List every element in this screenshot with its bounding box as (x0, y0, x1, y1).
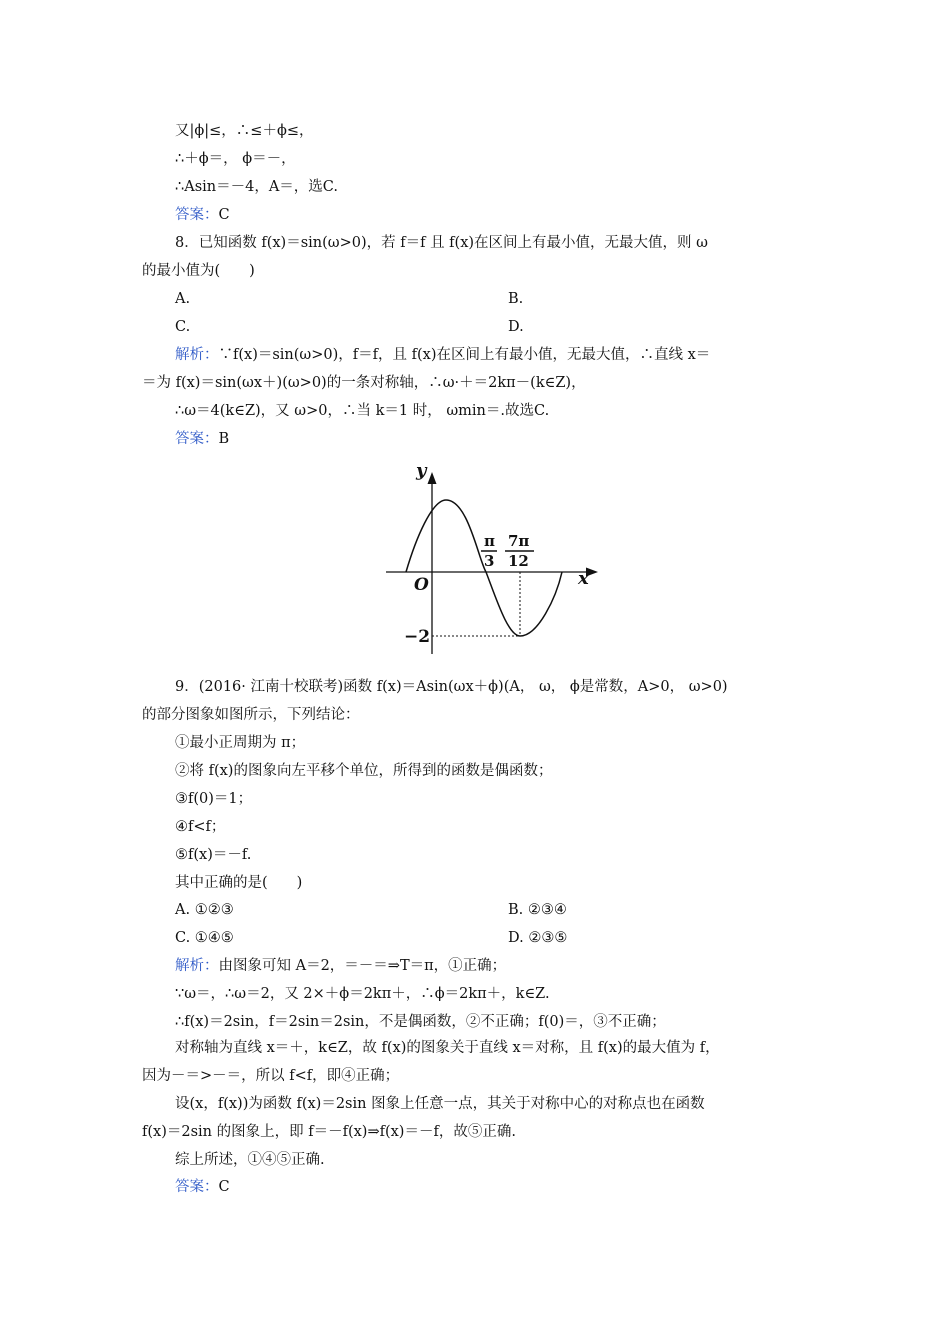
text-line: ∵ω＝，∴ω＝2，又 2×＋ϕ＝2kπ＋，∴ϕ＝2kπ＋，k∈Z. (175, 986, 550, 1002)
text-line: ②将 f(x)的图象向左平移个单位，所得到的函数是偶函数； (175, 763, 553, 779)
text-line: 的部分图象如图所示，下列结论： (142, 707, 360, 723)
origin-label: O (414, 575, 429, 595)
text-line: ∴f(x)＝2sin，f＝2sin＝2sin，不是偶函数，②不正确；f(0)＝，③不正确； (175, 1014, 666, 1030)
text-line: D. ②③⑤ (508, 930, 568, 946)
text-line: ③f(0)＝1； (175, 791, 253, 807)
text-line (175, 205, 230, 225)
answer-label: 解析： (175, 958, 219, 974)
text-line: B. (508, 291, 524, 307)
sine-graph-figure (380, 458, 605, 658)
text-line: ⑤f(x)＝－f. (175, 847, 252, 863)
line-text: 由图象可知 A＝2，＝－＝⇒T＝π，①正确； (218, 958, 507, 974)
text-line: 又|ϕ|≤，∴≤＋ϕ≤， (175, 123, 314, 139)
line-text: C (218, 207, 230, 223)
text-line: A. (175, 291, 191, 307)
tick2-denominator: 12 (508, 552, 529, 570)
text-line: ④f<f； (175, 819, 226, 835)
min-value-label: −2 (404, 627, 431, 647)
text-line: B. ②③④ (508, 902, 567, 918)
answer-label: 答案： (175, 207, 219, 223)
text-line (175, 1177, 230, 1197)
tick1-numerator: π (484, 532, 495, 550)
tick2-numerator: 7π (508, 532, 530, 550)
text-line: 9．(2016· 江南十校联考)函数 f(x)＝Asin(ωx＋ϕ)(A， ω， ϕ是常数，A>0， ω>0) (175, 679, 728, 695)
tick1-denominator: 3 (484, 552, 495, 570)
text-line: 设(x，f(x))为函数 f(x)＝2sin 图象上任意一点，其关于对称中心的对称点也在函数 (175, 1096, 705, 1112)
answer-label: 答案： (175, 1179, 219, 1195)
text-line: 的最小值为( ) (142, 263, 255, 279)
text-line: 因为－＝>－＝，所以 f<f，即④正确； (142, 1068, 400, 1084)
text-line: 综上所述，①④⑤正确. (175, 1152, 325, 1168)
text-line: C. (175, 319, 191, 335)
answer-label: 解析： (175, 347, 219, 363)
text-line: ①最小正周期为 π； (175, 735, 306, 751)
text-line: ＝为 f(x)＝sin(ωx＋)(ω>0)的一条对称轴，∴ω·＋＝2kπ－(k∈Z)， (142, 375, 586, 391)
text-line: ∴Asin＝－4，A＝，选C. (175, 179, 338, 195)
answer-label: 答案： (175, 431, 219, 447)
text-line: 8．已知函数 f(x)＝sin(ω>0)，若 f＝f 且 f(x)在区间上有最小值，无最大值，则 ω (175, 235, 708, 251)
text-line: ∴＋ϕ＝， ϕ＝－， (175, 151, 296, 167)
text-line (175, 345, 710, 365)
text-line: ∴ω＝4(k∈Z)，又 ω>0，∴当 k＝1 时， ωmin＝.故选C. (175, 403, 550, 419)
y-axis-arrow (428, 472, 437, 484)
text-line (175, 956, 506, 976)
text-line: C. ①④⑤ (175, 930, 234, 946)
x-axis-label: x (578, 568, 589, 589)
text-line: f(x)＝2sin 的图象上，即 f＝－f(x)⇒f(x)＝－f，故⑤正确. (142, 1124, 516, 1140)
text-line (175, 429, 229, 449)
text-line: A. ①②③ (175, 902, 234, 918)
text-line: 其中正确的是( ) (175, 875, 303, 891)
line-text: C (218, 1179, 230, 1195)
line-text: ∵f(x)＝sin(ω>0)，f＝f，且 f(x)在区间上有最小值，无最大值，∴直线 x＝ (218, 347, 711, 363)
text-line: 对称轴为直线 x＝＋，k∈Z，故 f(x)的图象关于直线 x＝对称，且 f(x)的最大值为 f， (175, 1040, 720, 1056)
text-line: D. (508, 319, 524, 335)
y-axis-label: y (416, 460, 427, 481)
line-text: B (218, 431, 230, 447)
